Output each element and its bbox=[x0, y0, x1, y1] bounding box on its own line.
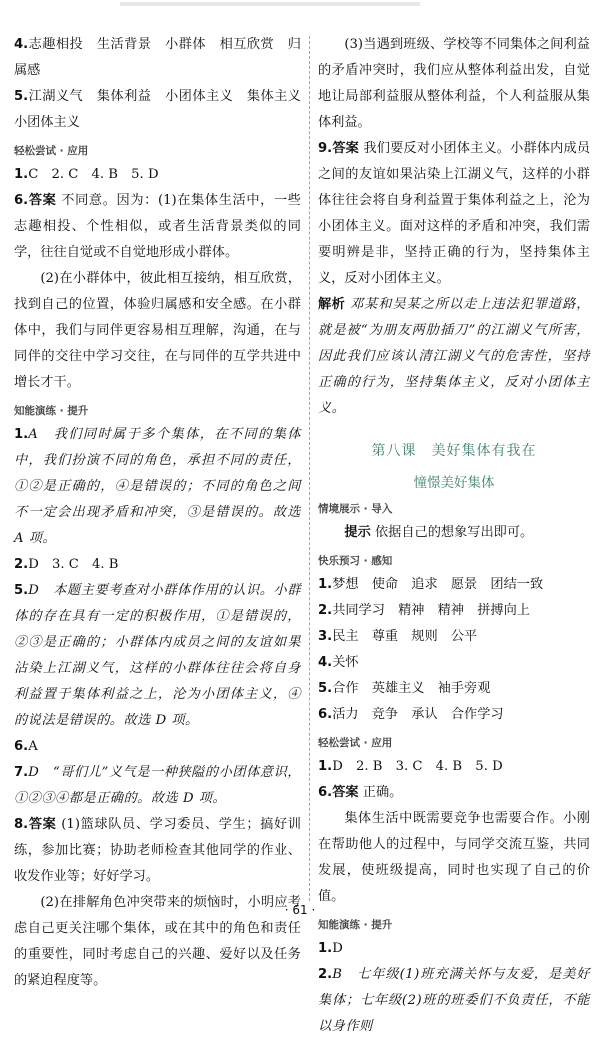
answer-text: B 七年级(1)班充满关怀与友爱，是美好集体；七年级(2)班的班委们不负责任，不能以身作则 bbox=[318, 967, 590, 1034]
answer-text: 梦想 使命 追求 愿景 团结一致 bbox=[332, 577, 544, 592]
answer-item bbox=[14, 578, 301, 734]
question-number: 7. bbox=[14, 765, 29, 780]
answer-item bbox=[318, 962, 590, 1040]
answer-item bbox=[14, 812, 301, 890]
question-number: 1. bbox=[318, 577, 333, 592]
answer-text: 志趣相投 生活背景 小群体 相互欣赏 归属感 bbox=[14, 37, 301, 78]
answer-text: 依据自己的想象写出即可。 bbox=[374, 525, 534, 540]
answer-item bbox=[318, 676, 590, 702]
answer-text: D 本题主要考查对小群体作用的认识。小群体的存在具有一定的积极作用，①是错误的，②③是正确的；小群体内成员之间的友谊如果沾染上江湖义气，这样的小群体往往会将自身利益置于集体利益之上，沦为小团体主义，④的说法是错误的。故选 D 项。 bbox=[14, 583, 301, 728]
answer-label: 答案 bbox=[28, 817, 57, 832]
section-heading: 轻松尝试 · 应用 bbox=[14, 145, 89, 157]
answer-text: D “哥们儿”义气是一种狭隘的小团体意识，①②③④都是正确的。故选 D 项。 bbox=[14, 765, 301, 806]
answer-item bbox=[318, 780, 590, 806]
answer-item bbox=[14, 162, 301, 188]
answer-item bbox=[14, 32, 301, 84]
answer-item bbox=[14, 188, 301, 266]
question-number: 6. bbox=[318, 785, 333, 800]
answer-text: A bbox=[28, 739, 38, 754]
answer-text: 我们要反对小团体主义。小群体内成员之间的友谊如果沾染上江湖义气，这样的小群体往往会将自身利益置于集体利益之上，沦为小团体主义。面对这样的矛盾和冲突，我们需要明辨是非，坚持正确的行为，坚持集体主义，反对小团体主义。 bbox=[318, 141, 591, 286]
answer-item bbox=[318, 598, 590, 624]
answer-text: D 2. B 3. C 4. B 5. D bbox=[332, 759, 503, 774]
right-column bbox=[318, 32, 590, 1040]
answer-text: (1)篮球队员、学习委员、学生；搞好训练，参加比赛；协助老师检查其他同学的作业、收发作业等；好好学习。 bbox=[14, 817, 301, 884]
answer-paragraph: 集体生活中既需要竞争也需要合作。小刚在帮助他人的过程中，与同学交流互鉴，共同发展，使班级提高，同时也实现了自己的价值。 bbox=[318, 811, 590, 904]
answer-label: 答案 bbox=[332, 141, 360, 156]
answer-item bbox=[14, 734, 301, 760]
answer-item bbox=[318, 136, 590, 292]
question-number: 2. bbox=[14, 557, 29, 572]
answer-label: 答案 bbox=[28, 193, 57, 208]
answer-label: 提示 bbox=[344, 525, 371, 540]
question-number: 6. bbox=[318, 707, 333, 722]
question-number: 1. bbox=[318, 759, 333, 774]
section-heading: 快乐预习 · 感知 bbox=[318, 555, 393, 567]
answer-item bbox=[318, 936, 590, 962]
answer-item bbox=[318, 754, 590, 780]
answer-paragraph: (3)当遇到班级、学校等不同集体之间利益的矛盾冲突时，我们应从整体利益出发，自觉地让局部利益服从整体利益，个人利益服从集体利益。 bbox=[318, 37, 590, 130]
answer-item bbox=[318, 702, 590, 728]
left-column bbox=[14, 32, 315, 994]
question-number: 9. bbox=[318, 141, 333, 156]
answer-text: 活力 竞争 承认 合作学习 bbox=[332, 707, 504, 722]
question-number: 5. bbox=[14, 89, 29, 104]
lesson-title: 第八课 美好集体有我在 bbox=[371, 443, 537, 459]
question-number: 2. bbox=[318, 603, 333, 618]
answer-label: 答案 bbox=[332, 785, 359, 800]
answer-text: 共同学习 精神 精神 拼搏向上 bbox=[332, 603, 530, 618]
question-number: 3. bbox=[318, 629, 333, 644]
answer-text: D bbox=[332, 941, 343, 956]
answer-text: 正确。 bbox=[362, 785, 403, 800]
question-number: 4. bbox=[14, 37, 29, 52]
question-number: 1. bbox=[14, 167, 29, 182]
answer-item bbox=[14, 552, 301, 578]
question-number: 8. bbox=[14, 817, 29, 832]
section-heading: 轻松尝试 · 应用 bbox=[318, 737, 393, 749]
answer-text: 民主 尊重 规则 公平 bbox=[332, 629, 478, 644]
question-number: 2. bbox=[318, 967, 333, 982]
answer-text: 不同意。因为：(1)在集体生活中，一些志趣相投、个性相似，或者生活背景类似的同学，往往自觉或不自觉地形成小群体。 bbox=[14, 193, 301, 260]
page-number: · 61 · bbox=[284, 903, 316, 917]
question-number: 5. bbox=[318, 681, 333, 696]
question-number: 1. bbox=[14, 427, 29, 442]
question-number: 6. bbox=[14, 193, 29, 208]
answer-text: 合作 英雄主义 袖手旁观 bbox=[332, 681, 491, 696]
answer-item bbox=[14, 84, 315, 136]
answer-item bbox=[14, 760, 301, 812]
answer-text: 江湖义气 集体利益 小团体主义 集体主义 小团体主义 bbox=[14, 89, 315, 130]
section-heading: 知能演练 · 提升 bbox=[14, 405, 89, 417]
answer-item bbox=[318, 520, 590, 546]
answer-paragraph: (2)在小群体中，彼此相互接纳，相互欣赏，找到自己的位置，体验归属感和安全感。在小群体中，我们与同伴更容易相互理解，沟通，在与同伴的交往中学习交往，在与同伴的互学共进中增长才干。 bbox=[14, 271, 301, 390]
question-number: 6. bbox=[14, 739, 29, 754]
answer-text: 关怀 bbox=[332, 655, 359, 670]
header-rule bbox=[120, 2, 420, 6]
answer-item bbox=[14, 422, 301, 552]
answer-paragraph: (2)在排解角色冲突带来的烦恼时，小明应考虑自己更关注哪个集体，或在其中的角色和责任的重要性，同时考虑自己的兴趣、爱好以及任务的紧迫程度等。 bbox=[14, 895, 301, 988]
analysis-label: 解析 bbox=[318, 297, 346, 312]
answer-item bbox=[318, 650, 590, 676]
section-heading: 情境展示 · 导入 bbox=[318, 503, 393, 515]
analysis-block bbox=[318, 292, 590, 422]
topic-title: 憧憬美好集体 bbox=[413, 475, 495, 491]
question-number: 1. bbox=[318, 941, 333, 956]
answer-text: D 3. C 4. B bbox=[28, 557, 119, 572]
section-heading: 知能演练 · 提升 bbox=[318, 919, 393, 931]
answer-item bbox=[318, 624, 590, 650]
column-divider bbox=[309, 36, 310, 901]
question-number: 5. bbox=[14, 583, 29, 598]
answer-item bbox=[318, 572, 590, 598]
answer-text: A 我们同时属于多个集体，在不同的集体中，我们扮演不同的角色，承担不同的责任，①②是正确的，④是错误的；不同的角色之间不一定会出现矛盾和冲突，③是错误的。故选 A 项。 bbox=[14, 427, 301, 546]
question-number: 4. bbox=[318, 655, 333, 670]
answer-text: C 2. C 4. B 5. D bbox=[28, 167, 159, 182]
answer-text: 邓某和吴某之所以走上违法犯罪道路，就是被“为朋友两肋插刀”的江湖义气所害，因此我们应该认清江湖义气的危害性，坚持正确的行为，坚持集体主义，反对小团体主义。 bbox=[318, 297, 590, 416]
